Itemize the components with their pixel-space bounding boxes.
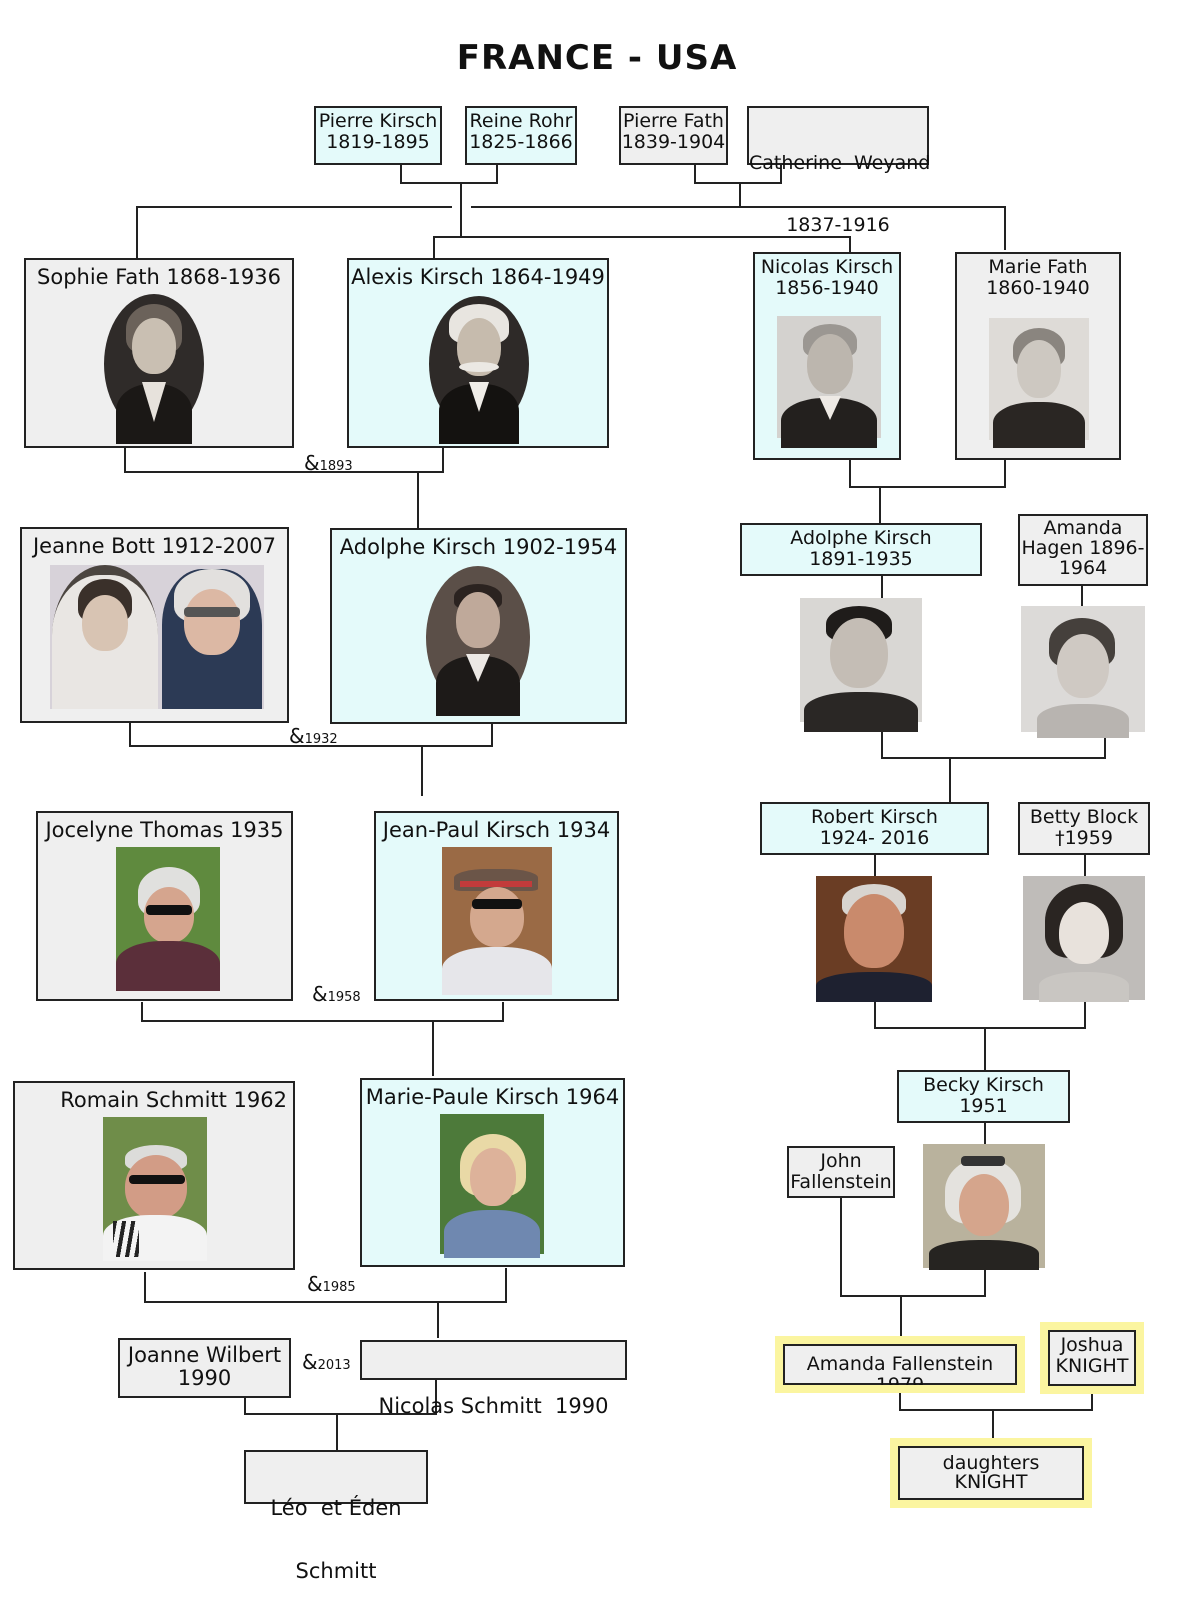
- person-name-line: KNIGHT: [954, 1471, 1028, 1493]
- marriage-1958: [312, 982, 361, 1006]
- person-years: 1837-1916: [786, 214, 890, 237]
- portrait-amanda-hagen: [1021, 606, 1145, 732]
- person-label: Nicolas Schmitt 1990: [378, 1394, 609, 1419]
- person-name: Marie Fath: [988, 256, 1088, 278]
- portrait-photo: [442, 847, 552, 991]
- portrait-photo: [777, 316, 881, 438]
- person-box-alexis-kirsch: [347, 258, 609, 448]
- connector: [125, 448, 443, 472]
- person-name: Pierre Fath: [623, 110, 724, 132]
- person-box-jocelyne-thomas: [36, 811, 293, 1001]
- person-name-line: daughters: [942, 1452, 1040, 1474]
- person-name: Robert Kirsch: [811, 806, 938, 828]
- person-box-jean-paul-kirsch: [374, 811, 619, 1001]
- marriage-1893: [304, 451, 353, 475]
- person-box-becky-kirsch: [897, 1070, 1070, 1123]
- marriage-year: 1985: [322, 1280, 356, 1295]
- person-name: Pierre Kirsch: [318, 110, 438, 132]
- portrait-photo: [50, 565, 264, 709]
- person-name-line: Joshua: [1060, 1334, 1124, 1356]
- person-years: 1891-1935: [809, 547, 913, 570]
- person-label: Romain Schmitt 1962: [60, 1088, 287, 1112]
- person-name: Nicolas Kirsch: [760, 256, 894, 278]
- portrait-robert-kirsch: [816, 876, 932, 1000]
- portrait-photo: [426, 566, 530, 710]
- portrait-photo: [104, 294, 204, 434]
- person-box-nicolas-schmitt: [360, 1340, 627, 1419]
- person-years: 1839-1904: [621, 130, 726, 153]
- connector: [401, 165, 497, 183]
- person-box-pierre-fath: [619, 106, 728, 165]
- portrait-photo: [103, 1117, 207, 1257]
- portrait-photo: [989, 318, 1089, 440]
- person-box-pierre-kirsch: [314, 106, 442, 165]
- person-name-line: Schmitt: [295, 1559, 377, 1583]
- marriage-symbol: &: [312, 982, 328, 1006]
- person-box-adolphe-kirsch-1902: [330, 528, 627, 724]
- person-years: 1860-1940: [986, 276, 1090, 299]
- person-box-amanda-fallenstein: [783, 1344, 1017, 1396]
- chart-title: FRANCE - USA: [456, 38, 738, 78]
- person-box-nicolas-kirsch-1856: [753, 252, 901, 460]
- person-box-amanda-hagen: [1018, 514, 1148, 586]
- person-box-marie-fath: [955, 252, 1121, 460]
- person-years: 1990: [177, 1366, 232, 1391]
- person-name: Reine Rohr: [469, 110, 573, 132]
- person-years: 1964: [1058, 556, 1108, 579]
- portrait-becky-kirsch: [923, 1144, 1045, 1268]
- person-name-line: KNIGHT: [1055, 1354, 1129, 1377]
- person-box-sophie-fath: [24, 258, 294, 448]
- marriage-year: 1958: [327, 990, 361, 1005]
- person-name: Joanne Wilbert: [127, 1343, 282, 1367]
- portrait-adolphe-kirsch-1891: [800, 598, 922, 722]
- person-box-robert-kirsch: [760, 802, 989, 855]
- connector: [875, 1000, 1085, 1028]
- person-box-jeanne-bott: [20, 527, 289, 723]
- connector: [137, 207, 452, 258]
- marriage-year: 1893: [319, 459, 353, 474]
- marriage-symbol: &: [304, 451, 320, 475]
- person-name: Becky Kirsch: [923, 1074, 1044, 1096]
- person-years: 1825-1866: [469, 130, 573, 153]
- person-years: †1959: [1055, 826, 1113, 849]
- person-label: Jean-Paul Kirsch 1934: [382, 818, 611, 842]
- person-label: Amanda Fallenstein 1979: [806, 1353, 994, 1396]
- person-box-marie-paule-kirsch: [360, 1078, 625, 1267]
- marriage-symbol: &: [302, 1350, 318, 1374]
- person-years: 1924- 2016: [819, 826, 930, 849]
- person-name-line: Amanda: [1043, 517, 1123, 539]
- person-name: Adolphe Kirsch: [790, 527, 932, 549]
- marriage-year: 1932: [304, 732, 338, 747]
- person-box-catherine-weyand: [747, 106, 931, 237]
- person-name: Catherine Weyand: [749, 151, 931, 174]
- person-name-line: John: [820, 1150, 862, 1172]
- person-box-joshua-knight: [1048, 1330, 1136, 1386]
- person-years: 1951: [959, 1094, 1008, 1117]
- person-label: Adolphe Kirsch 1902-1954: [339, 535, 618, 559]
- person-box-joanne-wilbert: [118, 1338, 291, 1398]
- person-years: 1856-1940: [775, 276, 879, 299]
- person-label: Alexis Kirsch 1864-1949: [351, 265, 605, 289]
- person-box-leo-eden-schmitt: [244, 1450, 428, 1583]
- person-label: Sophie Fath 1868-1936: [37, 265, 281, 289]
- marriage-symbol: &: [307, 1272, 323, 1296]
- person-name-line: Hagen 1896-: [1021, 536, 1145, 559]
- marriage-1985: [307, 1272, 356, 1296]
- person-box-romain-schmitt: [13, 1081, 295, 1270]
- person-label: Jocelyne Thomas 1935: [45, 818, 284, 842]
- person-name: Betty Block: [1029, 806, 1139, 828]
- portrait-photo: [116, 847, 220, 987]
- person-name-line: Léo et Éden: [270, 1496, 402, 1520]
- portrait-betty-block: [1023, 876, 1145, 1000]
- portrait-photo: [440, 1114, 544, 1254]
- person-box-reine-rohr: [465, 106, 577, 165]
- portrait-photo: [429, 296, 529, 432]
- person-box-adolphe-kirsch-1891: [740, 523, 982, 576]
- person-name-line: Fallenstein: [790, 1170, 892, 1193]
- person-label: Jeanne Bott 1912-2007: [32, 534, 277, 558]
- person-box-john-fallenstein: [787, 1146, 895, 1198]
- marriage-year: 2013: [317, 1358, 351, 1373]
- marriage-2013: [302, 1350, 351, 1374]
- person-box-betty-block: [1018, 802, 1150, 855]
- marriage-1932: [289, 724, 338, 748]
- connector: [850, 460, 1005, 487]
- person-box-daughters-knight: [898, 1446, 1084, 1500]
- person-label: Marie-Paule Kirsch 1964: [365, 1085, 620, 1109]
- marriage-symbol: &: [289, 724, 305, 748]
- person-years: 1819-1895: [326, 130, 430, 153]
